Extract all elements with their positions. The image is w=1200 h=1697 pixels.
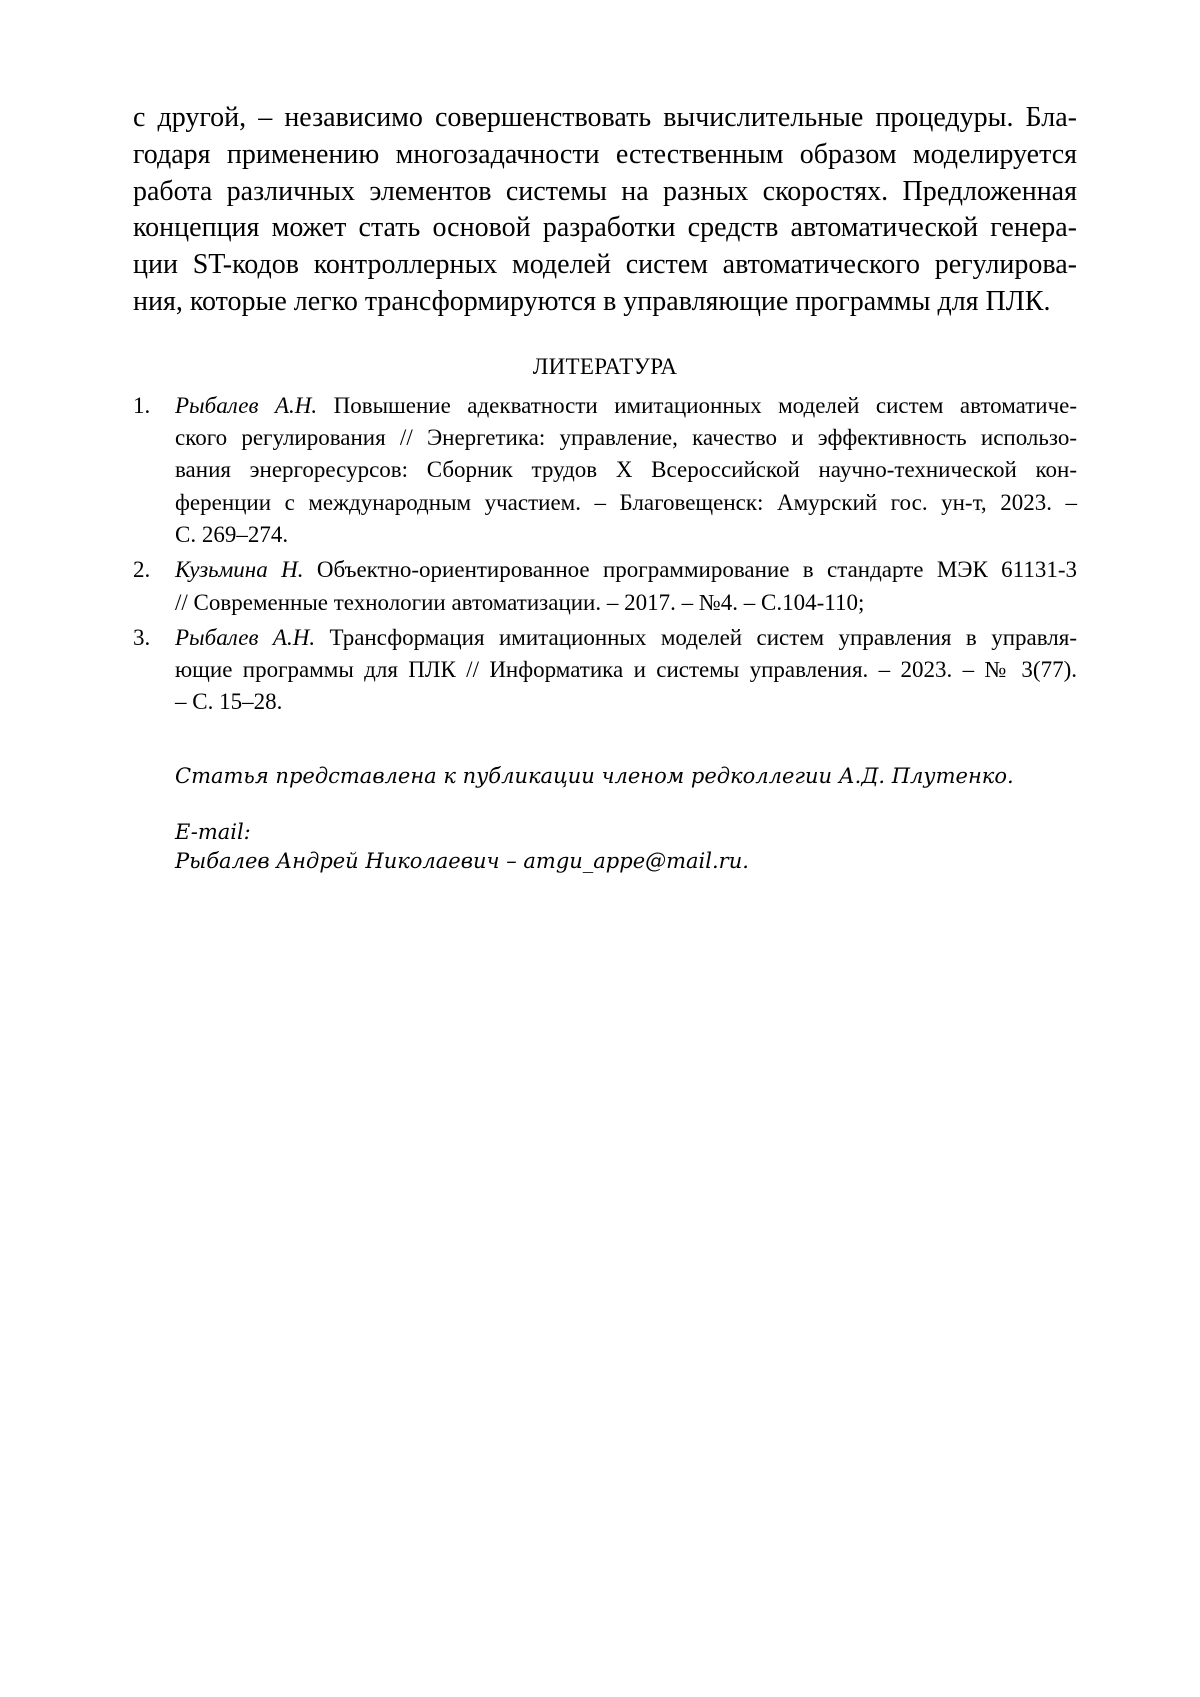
document-page [133,100,1077,876]
author-contact: Рыбалев Андрей Николаевич – amgu_appe@mail.ru. [175,848,749,873]
body-paragraph [133,100,1077,321]
reference-line: ского регулирования // Энергетика: управление, качество и эффективность использо- [175,425,1077,451]
reference-line: вания энергоресурсов: Сборник трудов X Всероссийской научно-технической кон- [175,457,1077,483]
reference-line: ющие программы для ПЛК // Информатика и системы управления. – 2023. – № 3(77). [175,657,1077,683]
reference-text: Трансформация имитационных моделей систем управления в управля- [329,624,1077,650]
reference-item [133,390,1077,551]
reference-line [175,622,1077,654]
body-line: годаря применению многозадачности естественным образом моделируется [133,138,1077,170]
reference-item [133,554,1077,619]
literature-heading: ЛИТЕРАТУРА [532,353,678,379]
reference-text: Повышение адекватности имитационных моделей систем автоматиче- [333,392,1078,418]
body-line: ции ST-кодов контроллерных моделей систем автоматического регулирова- [133,249,1077,281]
reference-line: – С. 15–28. [175,689,283,715]
editorial-note: Статья представлена к публикации членом редколлегии А.Д. Плутенко. [175,763,1014,788]
reference-text: Объектно-ориентированное программирование в стандарте МЭК 61131-3 [316,557,1077,583]
reference-item [133,622,1077,719]
body-line: концепция может стать основой разработки средств автоматической генера- [133,212,1077,244]
reference-line [175,554,1077,586]
body-line: работа различных элементов системы на разных скоростях. Предложенная [133,175,1077,207]
reference-author: Рыбалев А.Н. [175,624,316,650]
reference-number: 3. [133,624,151,650]
reference-author: Рыбалев А.Н. [175,392,318,418]
email-label: E-mail: [175,819,251,844]
body-line: с другой, – независимо совершенствовать вычислительные процедуры. Бла- [133,102,1077,133]
reference-number: 1. [133,392,151,418]
reference-line: // Современные технологии автоматизации. – 2017. – №4. – С.104-110; [175,589,865,615]
body-line: ния, которые легко трансформируются в управляющие программы для ПЛК. [133,285,1051,317]
contact-block [175,818,1077,876]
reference-list [133,390,1077,719]
reference-line [175,390,1077,422]
reference-number: 2. [133,557,151,583]
reference-author: Кузьмина Н. [175,557,304,583]
reference-line: ференции с международным участием. – Благовещенск: Амурский гос. ун-т, 2023. – [175,489,1077,515]
reference-line: С. 269–274. [175,521,289,547]
